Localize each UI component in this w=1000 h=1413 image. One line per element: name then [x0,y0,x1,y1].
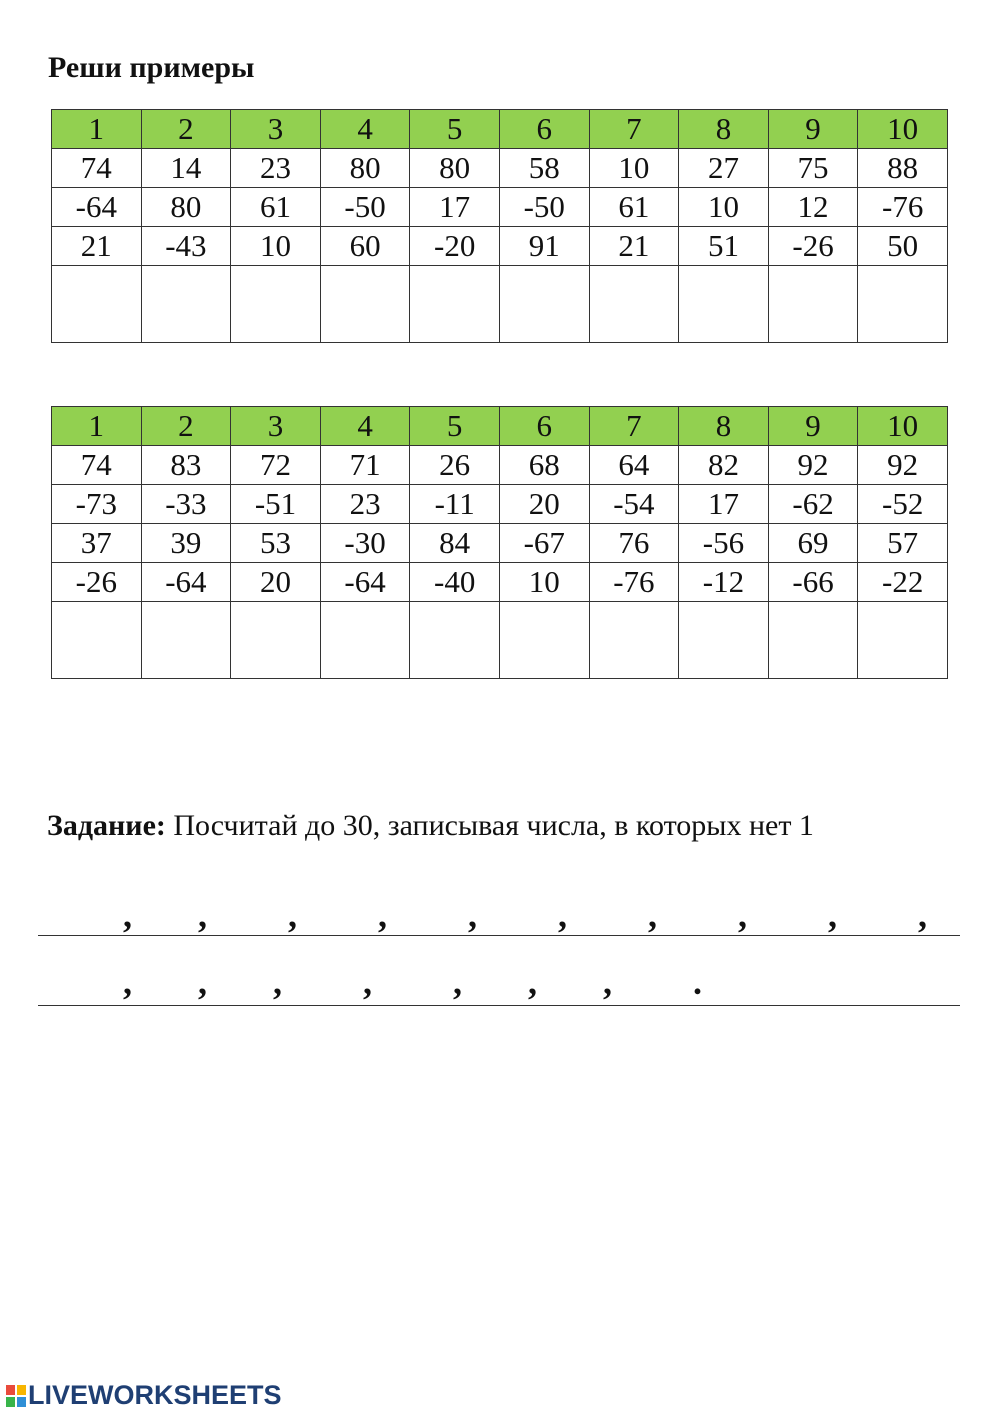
number-cell: 17 [679,485,769,524]
comma-mark: , [918,895,927,935]
number-cell: 83 [141,446,231,485]
exercise-table-2 [51,406,948,679]
header-cell: 10 [858,407,948,446]
answer-cell[interactable] [52,266,142,343]
number-cell: 60 [320,227,410,266]
number-cell: 74 [52,446,142,485]
comma-mark: , [288,895,297,935]
logo-icon [6,1385,26,1407]
number-row [52,485,948,524]
answer-cell[interactable] [858,266,948,343]
header-cell: 1 [52,110,142,149]
number-cell: -52 [858,485,948,524]
task-text: Посчитай до 30, записывая числа, в которых нет 1 [165,809,814,842]
answer-line-1 [38,935,960,936]
number-cell: 69 [768,524,858,563]
number-cell: 82 [679,446,769,485]
number-cell: 74 [52,149,142,188]
number-cell: 50 [858,227,948,266]
answer-cell[interactable] [768,266,858,343]
number-cell: -26 [52,563,142,602]
number-cell: -67 [499,524,589,563]
comma-mark: , [123,962,132,1002]
header-cell: 2 [141,110,231,149]
number-cell: -76 [858,188,948,227]
answer-cell[interactable] [589,602,679,679]
number-cell: 27 [679,149,769,188]
number-cell: 58 [499,149,589,188]
number-cell: 80 [141,188,231,227]
number-cell: -40 [410,563,500,602]
answer-cell[interactable] [52,602,142,679]
number-cell: 68 [499,446,589,485]
number-cell: 80 [320,149,410,188]
number-cell: 21 [52,227,142,266]
header-cell: 1 [52,407,142,446]
comma-mark: , [603,962,612,1002]
number-cell: 61 [589,188,679,227]
header-cell: 3 [231,110,321,149]
number-cell: 53 [231,524,321,563]
comma-mark: , [378,895,387,935]
answer-cell[interactable] [141,602,231,679]
number-cell: 75 [768,149,858,188]
comma-mark: , [738,895,747,935]
answer-cell[interactable] [768,602,858,679]
header-cell: 5 [410,110,500,149]
number-row [52,524,948,563]
answer-row [52,602,948,679]
comma-mark: , [198,962,207,1002]
number-cell: -11 [410,485,500,524]
header-cell: 6 [499,110,589,149]
answer-cell[interactable] [231,602,321,679]
number-cell: 92 [858,446,948,485]
logo-text: LIVEWORKSHEETS [28,1380,282,1410]
number-cell: 37 [52,524,142,563]
number-cell: 23 [320,485,410,524]
task-instruction [47,806,814,846]
answer-cell[interactable] [141,266,231,343]
number-cell: 64 [589,446,679,485]
header-row [52,407,948,446]
number-cell: -50 [320,188,410,227]
number-cell: 51 [679,227,769,266]
liveworksheets-logo [6,1380,282,1411]
answer-cell[interactable] [679,266,769,343]
header-cell: 2 [141,407,231,446]
answer-cell[interactable] [499,266,589,343]
number-cell: 10 [499,563,589,602]
answer-cell[interactable] [589,266,679,343]
comma-mark: , [453,962,462,1002]
number-cell: -12 [679,563,769,602]
number-cell: 23 [231,149,321,188]
number-cell: -66 [768,563,858,602]
number-cell: -30 [320,524,410,563]
header-cell: 5 [410,407,500,446]
comma-mark: , [123,895,132,935]
number-cell: 26 [410,446,500,485]
number-cell: 88 [858,149,948,188]
number-cell: 92 [768,446,858,485]
number-cell: -43 [141,227,231,266]
comma-mark: , [648,895,657,935]
answer-cell[interactable] [231,266,321,343]
number-cell: -51 [231,485,321,524]
number-cell: 84 [410,524,500,563]
number-cell: 10 [679,188,769,227]
number-cell: -64 [52,188,142,227]
answer-row [52,266,948,343]
number-cell: -22 [858,563,948,602]
number-row [52,446,948,485]
number-cell: -64 [141,563,231,602]
header-cell: 4 [320,110,410,149]
exercise-table-1 [51,109,948,343]
comma-mark: , [828,895,837,935]
comma-mark: , [363,962,372,1002]
answer-cell[interactable] [320,602,410,679]
answer-cell[interactable] [679,602,769,679]
answer-cell[interactable] [858,602,948,679]
answer-cell[interactable] [410,266,500,343]
header-row [52,110,948,149]
number-cell: 72 [231,446,321,485]
header-cell: 7 [589,110,679,149]
number-cell: -56 [679,524,769,563]
number-cell: -73 [52,485,142,524]
header-cell: 9 [768,110,858,149]
number-cell: 12 [768,188,858,227]
number-cell: 10 [589,149,679,188]
number-cell: 80 [410,149,500,188]
number-cell: -26 [768,227,858,266]
comma-mark: , [558,895,567,935]
header-cell: 8 [679,407,769,446]
header-cell: 10 [858,110,948,149]
header-cell: 7 [589,407,679,446]
header-cell: 9 [768,407,858,446]
header-cell: 8 [679,110,769,149]
number-cell: 71 [320,446,410,485]
comma-mark: , [273,962,282,1002]
number-cell: 91 [499,227,589,266]
header-cell: 4 [320,407,410,446]
header-cell: 6 [499,407,589,446]
number-cell: 21 [589,227,679,266]
number-cell: -76 [589,563,679,602]
number-cell: 20 [499,485,589,524]
page-title: Реши примеры [48,51,255,84]
comma-mark: , [468,895,477,935]
number-cell: 76 [589,524,679,563]
number-cell: 61 [231,188,321,227]
number-row [52,563,948,602]
number-cell: 39 [141,524,231,563]
number-cell: 57 [858,524,948,563]
task-label: Задание: [47,809,166,842]
number-row [52,227,948,266]
number-cell: -20 [410,227,500,266]
number-cell: 10 [231,227,321,266]
period-mark: . [693,962,702,1002]
header-cell: 3 [231,407,321,446]
number-cell: -54 [589,485,679,524]
number-row [52,188,948,227]
number-cell: -62 [768,485,858,524]
number-cell: 17 [410,188,500,227]
answer-line-2 [38,1005,960,1006]
number-cell: -50 [499,188,589,227]
number-cell: -33 [141,485,231,524]
comma-mark: , [198,895,207,935]
number-cell: 14 [141,149,231,188]
answer-cell[interactable] [320,266,410,343]
answer-cell[interactable] [410,602,500,679]
answer-cell[interactable] [499,602,589,679]
number-cell: 20 [231,563,321,602]
number-row [52,149,948,188]
number-cell: -64 [320,563,410,602]
comma-mark: , [528,962,537,1002]
